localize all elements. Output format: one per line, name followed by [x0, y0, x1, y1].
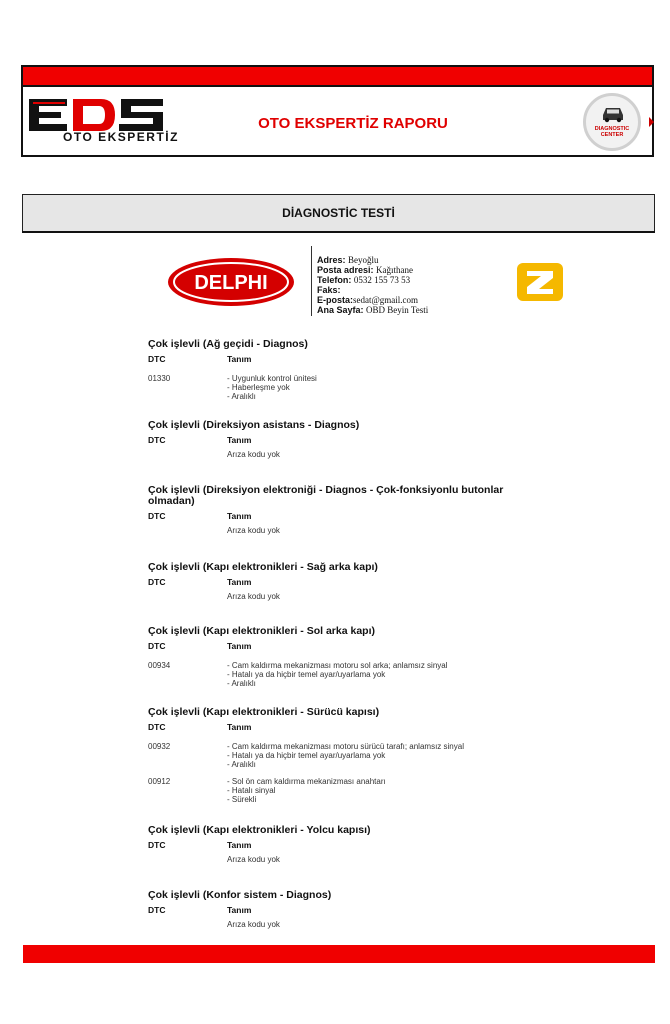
no-fault-text: Arıza kodu yok [227, 450, 280, 459]
dtc-column-header: DTC [148, 905, 166, 915]
column-headers [148, 435, 518, 447]
dtc-column-header: DTC [148, 354, 166, 364]
car-icon [600, 105, 626, 123]
dtc-column-header: DTC [148, 435, 166, 445]
description-column-header: Tanım [227, 722, 252, 732]
description-column-header: Tanım [227, 511, 252, 521]
footer-red-band [23, 945, 655, 963]
description-column-header: Tanım [227, 840, 252, 850]
dtc-column-header: DTC [148, 641, 166, 651]
email-row: E-posta:sedat@gmail.com [317, 295, 419, 305]
dtc-section [148, 562, 518, 601]
dtc-section [148, 485, 518, 535]
dtc-column-header: DTC [148, 511, 166, 521]
description-column-header: Tanım [227, 354, 252, 364]
dtc-section [148, 420, 518, 459]
column-headers [148, 905, 518, 917]
dtc-row [148, 777, 518, 804]
report-title: OTO EKSPERTİZ RAPORU [258, 115, 448, 132]
dtc-section [148, 707, 518, 804]
brand-subtitle: OTO EKSPERTİZ [63, 130, 179, 144]
fax-row: Faks: [317, 285, 341, 295]
description-column-header: Tanım [227, 577, 252, 587]
dtc-description: - Sol ön cam kaldırma mekanizması anahtarı - Hatalı sinyal - Sürekli [227, 777, 386, 804]
dtc-description: - Cam kaldırma mekanizması motoru sol arka; anlamsız sinyal - Hatalı ya da hiçbir temel ayar/uyarlama yok - Aralıklı [227, 661, 448, 688]
dtc-section [148, 825, 518, 864]
postal-row: Posta adresi: Kağıthane [317, 265, 414, 275]
header-red-band [23, 67, 652, 87]
section-heading: Çok işlevli (Kapı elektronikleri - Sağ arka kapı) [148, 561, 378, 573]
column-headers [148, 641, 518, 653]
badge-line1: DIAGNOSTIC [594, 126, 630, 132]
arrow-right-icon [649, 117, 654, 127]
dtc-code: 01330 [148, 374, 171, 383]
section-heading: Çok işlevli (Konfor sistem - Diagnos) [148, 889, 332, 901]
dtc-code: 00912 [148, 777, 171, 786]
section-heading: Çok işlevli (Kapı elektronikleri - Sürücü kapısı) [148, 706, 380, 718]
dtc-section [148, 626, 518, 688]
section-heading: Çok işlevli (Kapı elektronikleri - Sol arka kapı) [148, 625, 376, 637]
dtc-column-header: DTC [148, 722, 166, 732]
delphi-logo-text: DELPHI [194, 272, 268, 294]
info-divider [311, 246, 312, 316]
delphi-logo [166, 256, 296, 308]
section-title: DİAGNOSTİC TESTİ [22, 194, 655, 232]
column-headers [148, 840, 518, 852]
dtc-section [148, 339, 518, 401]
section-heading: Çok işlevli (Kapı elektronikleri - Yolcu kapısı) [148, 824, 371, 836]
badge-line2: CENTER [600, 132, 624, 138]
dtc-description: - Uygunluk kontrol ünitesi - Haberleşme yok - Aralıklı [227, 374, 317, 401]
description-column-header: Tanım [227, 905, 252, 915]
dtc-section [148, 890, 518, 929]
report-header [21, 65, 654, 157]
homepage-row: Ana Sayfa: OBD Beyin Testi [317, 305, 429, 315]
diagnostic-center-badge [583, 93, 641, 151]
address-row: Adres: Beyoğlu [317, 255, 379, 265]
workshop-info [317, 255, 428, 315]
dtc-column-header: DTC [148, 577, 166, 587]
dtc-code: 00932 [148, 742, 171, 751]
no-fault-text: Arıza kodu yok [227, 592, 280, 601]
dtc-row [148, 661, 518, 688]
dtc-description: - Cam kaldırma mekanizması motoru sürücü tarafı; anlamsız sinyal - Hatalı ya da hiçbir temel ayar/uyarlama yok - Aralıklı [227, 742, 464, 769]
section-heading: Çok işlevli (Direksiyon elektroniği - Diagnos - Çok-fonksiyonlu butonlar olmadan) [148, 484, 504, 507]
column-headers [148, 354, 518, 366]
section-heading: Çok işlevli (Direksiyon asistans - Diagnos) [148, 419, 360, 431]
no-fault-text: Arıza kodu yok [227, 920, 280, 929]
column-headers [148, 577, 518, 589]
description-column-header: Tanım [227, 641, 252, 651]
phone-row: Telefon: 0532 155 73 53 [317, 275, 411, 285]
dtc-row [148, 742, 518, 769]
no-fault-text: Arıza kodu yok [227, 526, 280, 535]
description-column-header: Tanım [227, 435, 252, 445]
section-title-underline [22, 231, 655, 233]
no-fault-text: Arıza kodu yok [227, 855, 280, 864]
dtc-row [148, 374, 518, 401]
dtc-code: 00934 [148, 661, 171, 670]
column-headers [148, 722, 518, 734]
column-headers [148, 511, 518, 523]
z-brand-logo [517, 263, 563, 301]
section-heading: Çok işlevli (Ağ geçidi - Diagnos) [148, 338, 308, 350]
dtc-column-header: DTC [148, 840, 166, 850]
